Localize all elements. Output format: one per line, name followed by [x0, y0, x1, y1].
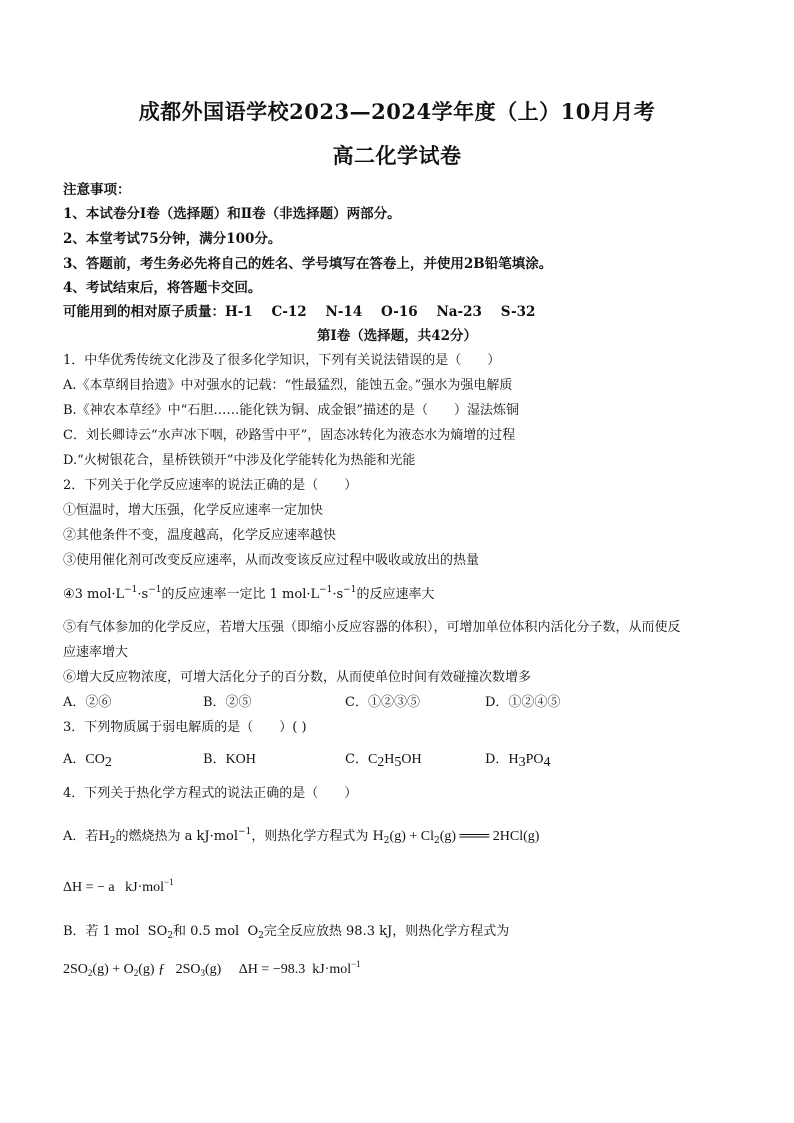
q3-option-d: D．$H_3PO_4$ [485, 752, 551, 770]
q2-option-b: B．②⑤ [203, 695, 252, 710]
q4-option-b: B．若 1 mol $SO_2$和 0.5 mol $O_2$完全反应放热 98.3 kJ，则热化学方程式为 [63, 924, 510, 941]
q2-stem: 2．下列关于化学反应速率的说法正确的是（ ） [63, 478, 358, 493]
q3-option-c: C．$C_2H_5OH$ [345, 752, 422, 770]
q3-option-a: A．$CO_2$ [63, 752, 112, 770]
exam-title: 成都外国语学校2023—2024学年度（上）10月月考 [138, 99, 656, 124]
atomic-masses: 可能用到的相对原子质量：H-1 C-12 N-14 O-16 Na-23 S-32 [63, 304, 536, 320]
q2-option-c: C．①②③⑤ [345, 695, 420, 710]
notice-item-4: 4、考试结束后，将答题卡交回。 [63, 280, 262, 296]
q4-stem: 4．下列关于热化学方程式的说法正确的是（ ） [63, 786, 358, 801]
q1-stem: 1．中华优秀传统文化涉及了很多化学知识，下列有关说法错误的是（ ） [63, 353, 501, 368]
q4-option-a: A．若$H_2$的燃烧热为 a kJ·mol$^{-1}$，则热化学方程式为 $H_2(g) + Cl_2(g)$ ═══ 2HCl(g) [63, 827, 540, 846]
q2-statement-5: ⑤有气体参加的化学反应，若增大压强（即缩小反应容器的体积），可增加单位体积内活化分子数，从而使反 [63, 620, 681, 635]
q2-statement-6: ⑥增大反应物浓度，可增大活化分子的百分数，从而使单位时间有效碰撞次数增多 [63, 670, 532, 685]
q3-options [63, 748, 550, 768]
q1-option-d: D.“火树银花合，星桥铁锁开”中涉及化学能转化为热能和光能 [63, 453, 416, 468]
q2-options [63, 691, 560, 710]
q1-option-c: C．刘长卿诗云“水声冰下咽，砂路雪中平”，固态冰转化为液态水为熵增的过程 [63, 428, 516, 443]
q2-statement-2: ②其他条件不变，温度越高，化学反应速率越快 [63, 528, 337, 543]
q4-option-a-enthalpy: ΔH = − a kJ·mol$^{-1}$ [63, 877, 174, 895]
notice-heading: 注意事项： [63, 182, 131, 198]
q2-statement-5-cont: 应速率增大 [63, 645, 129, 660]
q2-statement-4: ④3 $mol\cdot L^{-1}\cdot s^{-1}$的反应速率一定比 1 $mol\cdot L^{-1}\cdot s^{-1}$的反应速率大 [63, 585, 435, 602]
q2-option-d: D．①②④⑤ [485, 695, 561, 710]
notice-item-1: 1、本试卷分Ⅰ卷（选择题）和Ⅱ卷（非选择题）两部分。 [63, 206, 401, 222]
q2-option-a: A．②⑥ [63, 695, 112, 710]
q1-option-b: B.《神农本草经》中“石胆……能化铁为铜、成金银”描述的是（ ）湿法炼铜 [63, 403, 519, 418]
q1-option-a: A.《本草纲目拾遗》中对强水的记载：“性最猛烈，能蚀五金。”强水为强电解质 [63, 378, 513, 393]
q2-statement-3: ③使用催化剂可改变反应速率，从而改变该反应过程中吸收或放出的热量 [63, 553, 480, 568]
q3-option-b: B．KOH [203, 752, 256, 767]
notice-item-2: 2、本堂考试75分钟，满分100分。 [63, 231, 282, 247]
q3-stem: 3．下列物质属于弱电解质的是（ ）( ) [63, 720, 307, 735]
notice-item-3: 3、答题前，考生务必先将自己的姓名、学号填写在答卷上，并使用2B铅笔填涂。 [63, 256, 553, 272]
exam-subtitle: 高二化学试卷 [332, 143, 462, 168]
q2-statement-1: ①恒温时，增大压强，化学反应速率一定加快 [63, 503, 324, 518]
q4-option-b-equation: $2SO_2(g) + O_2(g)$ ƒ $2SO_3(g)$ ΔH = −98.3 kJ·mol$^{-1}$ [63, 959, 361, 978]
section-1-heading: 第Ⅰ卷（选择题，共42分） [316, 328, 478, 344]
